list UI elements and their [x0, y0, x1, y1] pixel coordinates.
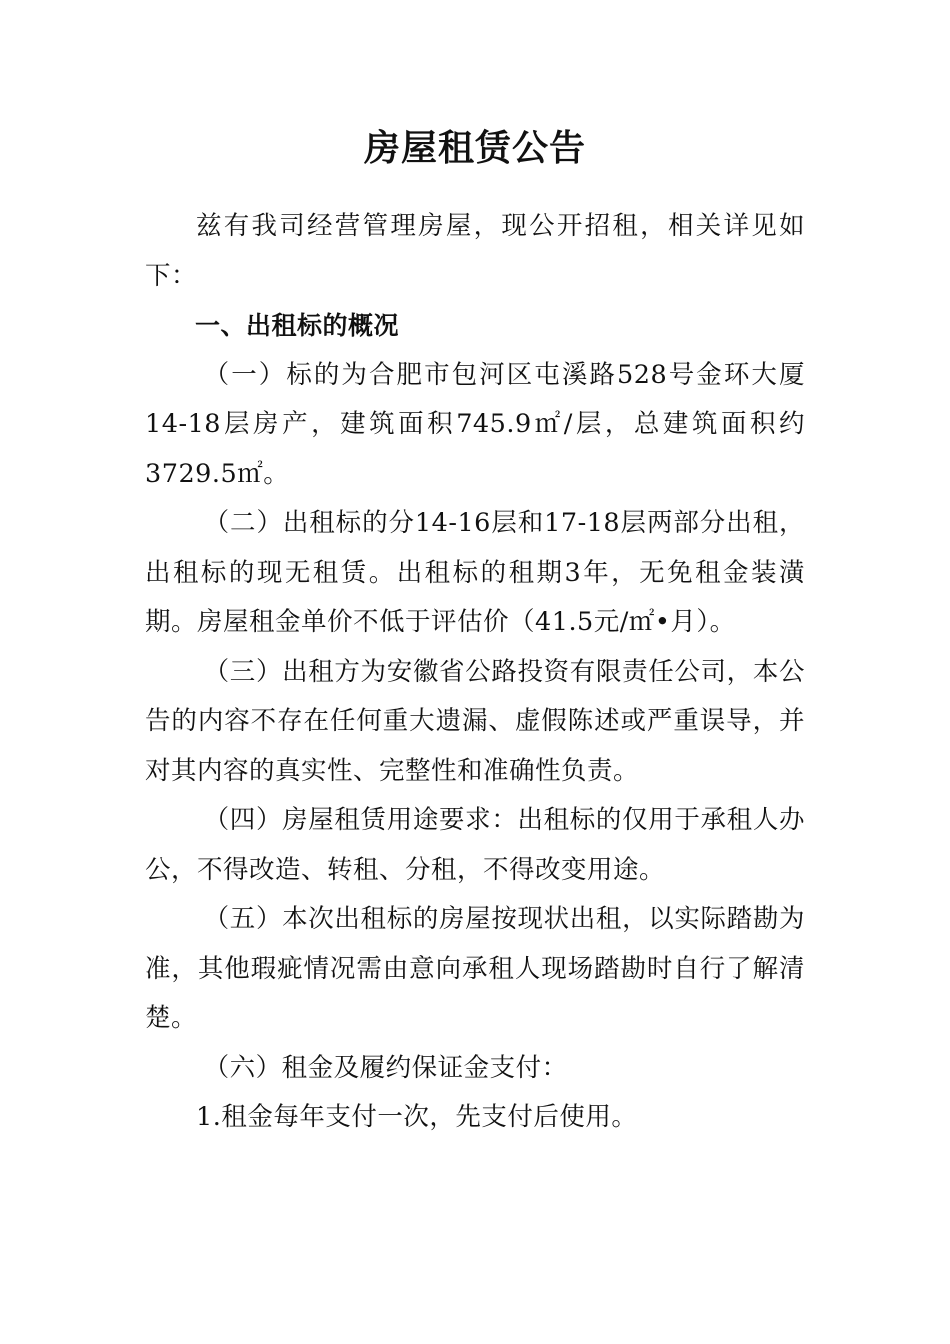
item-6-1-paragraph: 1.租金每年支付一次，先支付后使用。: [196, 1102, 638, 1132]
item-3-paragraph: （三）出租方为安徽省公路投资有限责任公司，本公告的内容不存在任何重大遗漏、虚假陈述或严重误导，并对其内容的真实性、完整性和准确性负责。: [145, 656, 805, 786]
item-1-paragraph: （一）标的为合肥市包河区屯溪路528号金环大厦14-18层房产，建筑面积745.9㎡/层，总建筑面积约3729.5㎡。: [145, 359, 805, 489]
item-2-paragraph: （二）出租标的分14-16层和17-18层两部分出租，出租标的现无租赁。出租标的租期3年，无免租金装潢期。房屋租金单价不低于评估价（41.5元/㎡•月）。: [145, 508, 805, 637]
item-6-paragraph: （六）租金及履约保证金支付：: [203, 1052, 568, 1083]
item-4-paragraph: （四）房屋租赁用途要求：出租标的仅用于承租人办公，不得改造、转租、分租，不得改变用途。: [145, 805, 805, 885]
intro-paragraph: 兹有我司经营管理房屋，现公开招租，相关详见如下：: [145, 211, 805, 291]
document-body: [145, 202, 805, 1143]
item-5-paragraph: （五）本次出租标的房屋按现状出租，以实际踏勘为准，其他瑕疵情况需由意向承租人现场踏勘时自行了解清楚。: [145, 904, 805, 1033]
section-heading-overview: 一、出租标的概况: [195, 311, 400, 340]
document-title: 房屋租赁公告: [363, 127, 586, 169]
